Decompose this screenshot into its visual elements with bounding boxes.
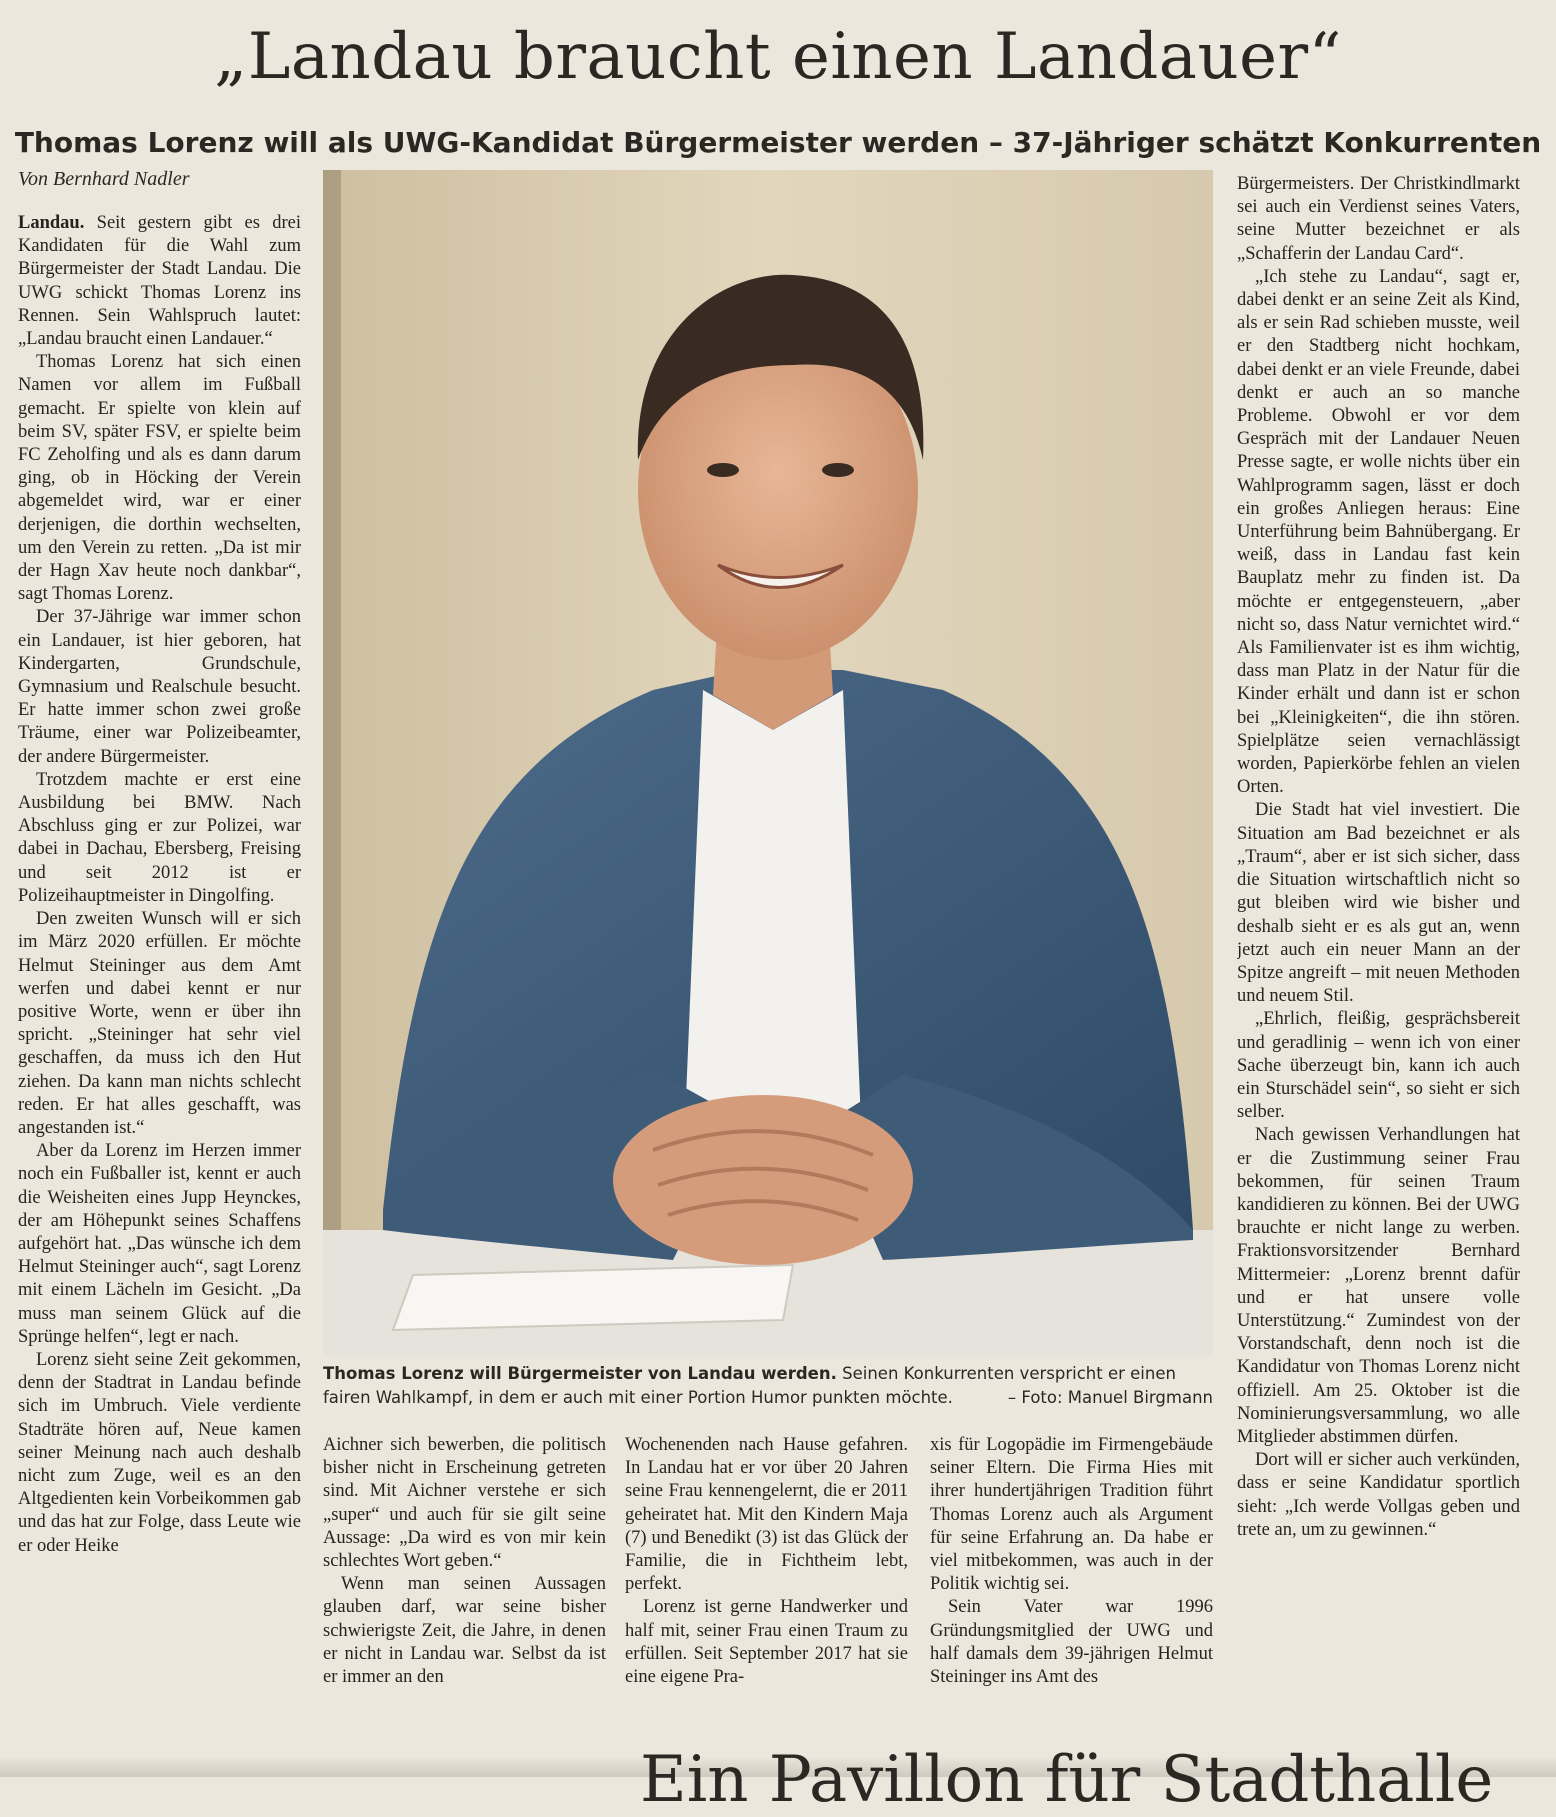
paragraph: Die Stadt hat viel investiert. Die Situation am Bad bezeichnet er als „Traum“, aber er ist sich sicher, dass die Situation wirtschaftlich nicht so gut bleiben wird wie bisher und deshalb sieht er es als gut an, wenn jetzt auch ein neuer Mann an der Spitze angreift – mit neuen Methoden und neuem Stil. [1237,800,1520,1007]
paragraph: Thomas Lorenz hat sich einen Namen vor allem im Fußball gemacht. Er spielte von klein auf beim SV, später FSV, er spielte beim FC Zeholfing und als es dann darum ging, ob in Höcking der Verein abgemeldet wird, war er einer derjenigen, die dorthin wechselten, um den Verein zu retten. „Da ist mir der Hagn Xav heute noch dankbar“, sagt Thomas Lorenz. [18,352,301,605]
caption-text: Seinen Konkurrenten verspricht er einen fairen Wahlkampf, in dem er auch mit einer Portion Humor punkten möchte. [323,1364,1176,1407]
paragraph: Den zweiten Wunsch will er sich im März 2020 erfüllen. Er möchte Helmut Steininger aus dem Amt werfen und dabei kennt er nur positive Worte, wenn er über ihn spricht. „Steininger hat sehr viel geschaffen, da muss ich den Hut ziehen. Da kann man nichts schlecht reden. Er hat alles geschafft, was angestanden ist.“ [18,909,301,1138]
paragraph: „Ich stehe zu Landau“, sagt er, dabei denkt er an seine Zeit als Kind, als er sein Rad schieben musste, weil er den Stadtberg nicht hochkam, dabei denkt er an viele Freunde, dabei denkt er auch an so manche Probleme. Obwohl er vor dem Gespräch mit der Landauer Neuen Presse sagte, er wolle nichts über ein Wahlprogramm sagen, lässt er doch ein großes Anliegen heraus: Eine Unterführung beim Bahnübergang. Er weiß, dass in Landau fast kein Bauplatz mehr zu finden ist. Da möchte er entgegensteuern, „aber nicht so, dass Natur vernichtet wird.“ Als Familienvater ist es ihm wichtig, dass man Platz in der Natur für die Kinder erhält und dann ist er schon bei „Kleinigkeiten“, die ihn stören. Spielplätze seien vernachlässigt worden, Papierkörbe fehlen an vielen Orten. [1237,266,1520,798]
photo-caption [323,1362,1213,1410]
paragraph: Trotzdem machte er erst eine Ausbildung bei BMW. Nach Abschluss ging er zur Polizei, war dabei in Dachau, Ebersberg, Freising und seit 2012 ist er Polizeihauptmeister in Dingolfing. [18,769,301,906]
portrait-illustration [323,170,1213,1357]
paragraph: xis für Logopädie im Firmengebäude seiner Eltern. Die Firma Hies mit ihrer hundertjährigen Tradition führt Thomas Lorenz auch als Argument für seine Erfahrung an. Da habe er viel mitbekommen, was auch in der Politik wichtig sei. [930,1435,1213,1595]
article-byline: Von Bernhard Nadler [18,168,190,190]
article-column-1 [18,212,301,1730]
paragraph: Lorenz sieht seine Zeit gekommen, denn der Stadtrat in Landau befinde sich im Umbruch. Viele verdiente Stadträte hören auf, Neue kamen seiner Meinung nach auch deshalb nicht zum Zuge, weil es an den Altgedienten kein Vorbeikommen gab und das hat zur Folge, dass Leute wie er oder Heike [18,1349,301,1556]
photo-credit: – Foto: Manuel Birgmann [1007,1388,1213,1407]
article-headline: „Landau braucht einen Landauer“ [214,20,1342,94]
article-column-3 [625,1434,908,1730]
paragraph: „Ehrlich, fleißig, gesprächsbereit und geradlinig – wenn ich von einer Sache überzeugt bin, kann ich auch ein Sturschädel sein“, so sieht er sich selber. [1237,1009,1520,1123]
paragraph: Wenn man seinen Aussagen glauben darf, war seine bisher schwierigste Zeit, die Jahre, in denen er nicht in Landau war. Selbst da ist er immer an den [323,1574,606,1688]
paragraph: Lorenz ist gerne Handwerker und half mit, seiner Frau einen Traum zu erfüllen. Seit September 2017 hat sie eine eigene Pra- [625,1597,908,1688]
paragraph: Nach gewissen Verhandlungen hat er die Zustimmung seiner Frau bekommen, für seinen Traum kandidieren zu können. Bei der UWG brauchte er nicht lange zu werben. Fraktionsvorsitzender Bernhard Mittermeier: „Lorenz brennt dafür und er hat unsere volle Unterstützung.“ Zumindest von der Vorstandschaft, denn noch ist die Kandidatur von Thomas Lorenz nicht offiziell. Am 25. Oktober ist die Nominierungsversammlung, wo alle Mitglieder abstimmen dürfen. [1237,1125,1520,1447]
next-article-headline: Ein Pavillon für Stadthalle [640,1743,1494,1817]
paragraph: Aber da Lorenz im Herzen immer noch ein Fußballer ist, kennt er auch die Weisheiten eines Jupp Heynckes, der am Höhepunkt seines Schaffens aufgehört hat. „Das wünsche ich dem Helmut Steininger auch“, sagt Lorenz mit einem Lächeln im Gesicht. „Da muss man seinem Glück auf die Sprünge helfen“, legt er nach. [18,1141,301,1347]
paragraph [18,212,301,351]
article-subhead: Thomas Lorenz will als UWG-Kandidat Bürgermeister werden – 37-Jähriger schätzt Konkurrenten [14,126,1542,159]
paragraph-text: Seit gestern gibt es drei Kandidaten für die Wahl zum Bürgermeister der Stadt Landau. Die UWG schickt Thomas Lorenz ins Rennen. Sein Wahlspruch lautet: „Landau braucht einen Landauer.“ [18,213,301,350]
caption-title: Thomas Lorenz will Bürgermeister von Landau werden. [323,1364,837,1383]
paragraph: Aichner sich bewerben, die politisch bisher nicht in Erscheinung getreten sind. Mit Aichner verstehe er sich „super“ und auch für sie gilt seine Aussage: „Da wird es von mir kein schlechtes Wort geben.“ [323,1435,606,1572]
paragraph: Dort will er sicher auch verkünden, dass er seine Kandidatur sportlich sieht: „Ich werde Vollgas geben und trete an, um zu gewinnen.“ [1237,1450,1520,1540]
paragraph: Sein Vater war 1996 Gründungsmitglied der UWG und half damals dem 39-jährigen Helmut Steininger ins Amt des [930,1597,1213,1688]
paragraph: Wochenenden nach Hause gefahren. In Landau hat er vor über 20 Jahren seine Frau kennengelernt, die er 2011 geheiratet hat. Mit den Kindern Maja (7) und Benedikt (3) ist das Glück der Familie, die in Fichtheim lebt, perfekt. [625,1435,908,1595]
article-column-5 [1237,173,1520,1730]
paragraph: Bürgermeisters. Der Christkindlmarkt sei auch ein Verdienst seines Vaters, seine Mutter bezeichnet er als „Schafferin der Landau Card“. [1237,174,1520,264]
dateline: Landau. [18,213,85,233]
portrait-photo [323,170,1213,1357]
article-column-2 [323,1434,606,1730]
article-column-4 [930,1434,1213,1730]
paragraph: Der 37-Jährige war immer schon ein Landauer, ist hier geboren, hat Kindergarten, Grundschule, Gymnasium und Realschule besucht. Er hatte immer schon zwei große Träume, einer war Polizeibeamter, der andere Bürgermeister. [18,607,301,767]
